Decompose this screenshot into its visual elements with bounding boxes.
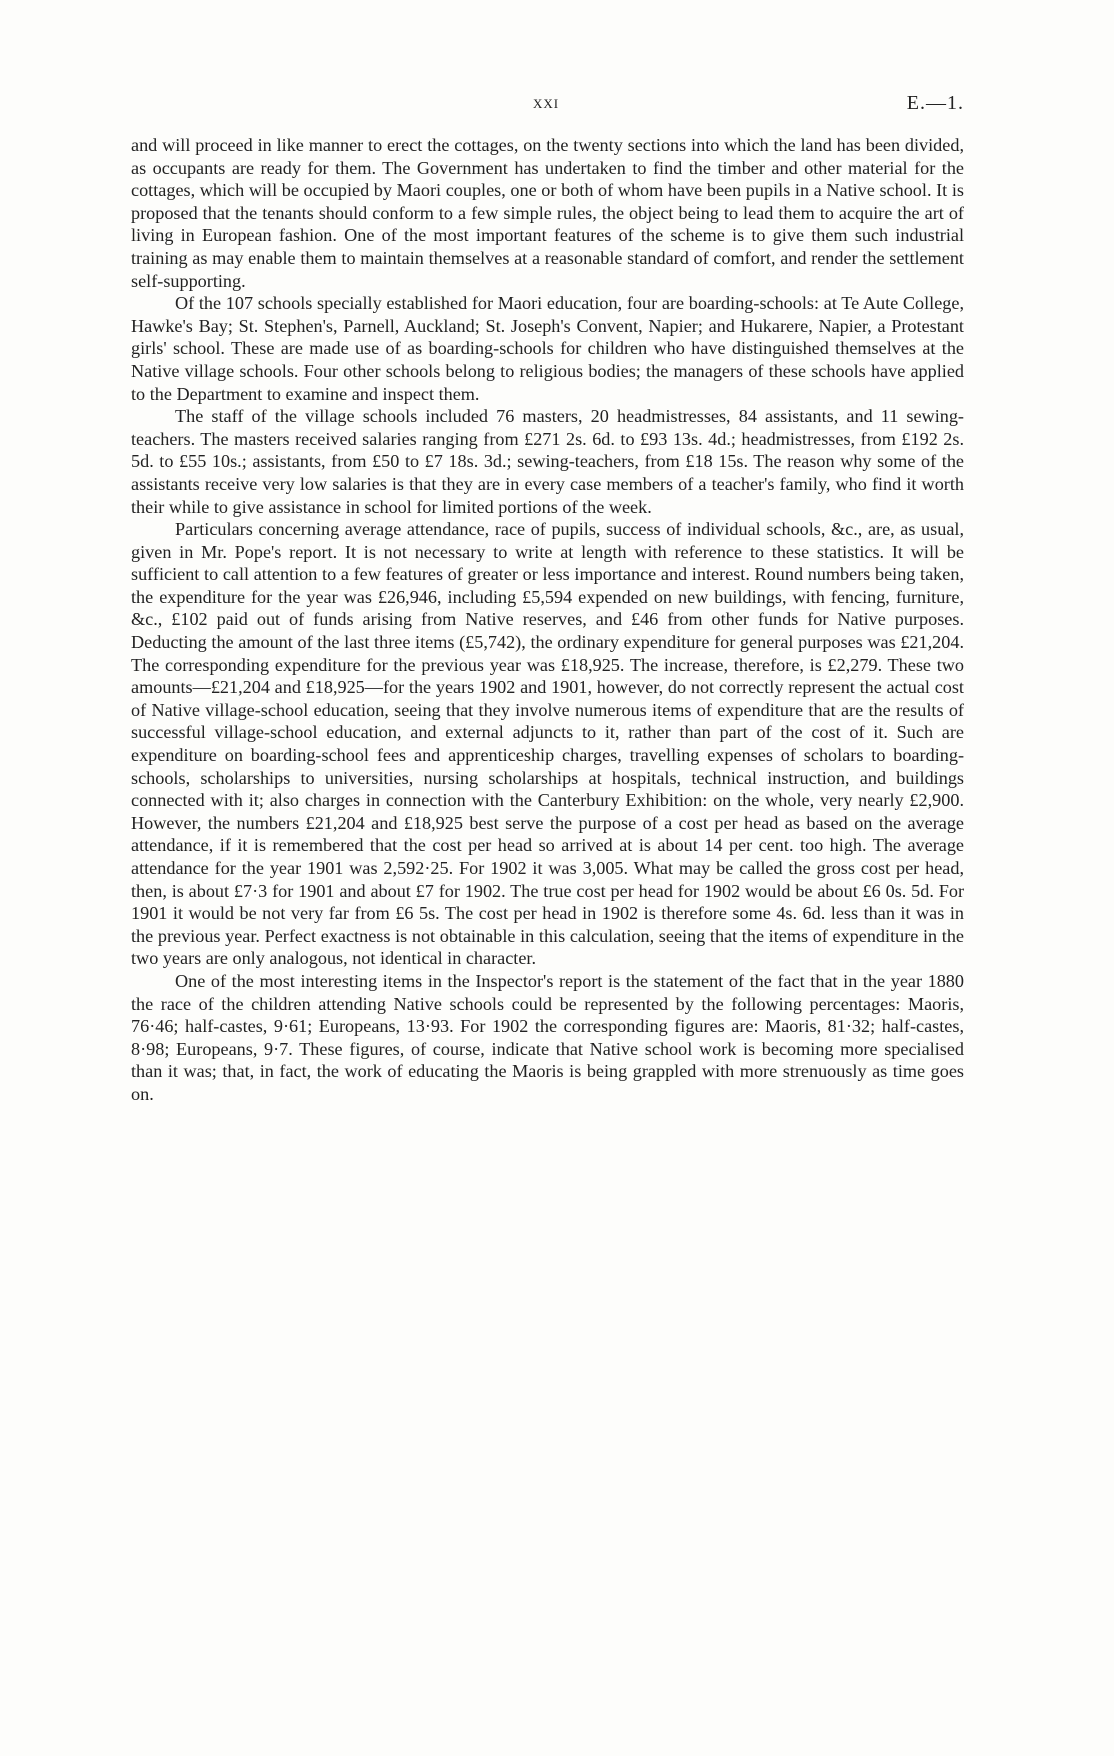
paragraph-continuation: and will proceed in like manner to erect the cottages, on the twenty sections into which the land has been divided, as occupants are ready for them. The Government has undertaken to find the timber and other material for the cottages, which will be occupied by Maori couples, one or both of whom have been pupils in a Native school. It is proposed that the tenants should conform to a few simple rules, the object being to lead them to acquire the art of living in European fashion. One of the most important features of the scheme is to give them such industrial training as may enable them to maintain themselves at a reasonable standard of comfort, and render the settlement self-supporting. (131, 135, 964, 291)
paragraph-expenditure: Particulars concerning average attendance, race of pupils, success of individual schools, &c., are, as usual, given in Mr. Pope's report. It is not necessary to write at length with reference to these statistics. It will be sufficient to call attention to a few features of greater or less importance and interest. Round numbers being taken, the expenditure for the year was £26,946, including £5,594 expended on new buildings, with fencing, furniture, &c., £102 paid out of funds arising from Native reserves, and £46 from other funds for Native purposes. Deducting the amount of the last three items (£5,742), the ordinary expenditure for general purposes was £21,204. The corresponding expenditure for the previous year was £18,925. The increase, therefore, is £2,279. These two amounts—£21,204 and £18,925—for the years 1902 and 1901, however, do not correctly represent the actual cost of Native village-school education, seeing that they involve numerous items of expenditure that are the results of successful village-school education, and external adjuncts to it, rather than part of the cost of it. Such are expenditure on boarding-school fees and apprenticeship charges, travelling expenses of scholars to boarding-schools, scholarships to universities, nursing scholarships at hospitals, technical instruction, and buildings connected with it; also charges in connection with the Canterbury Exhibition: on the whole, very nearly £2,900. However, the numbers £21,204 and £18,925 best serve the purpose of a cost per head as based on the average attendance, if it is remembered that the cost per head so arrived at is about 14 per cent. too high. The average attendance for the year 1901 was 2,592·25. For 1902 it was 3,005. What may be called the gross cost per head, then, is about £7·3 for 1901 and about £7 for 1902. The true cost per head for 1902 would be about £6 0s. 5d. For 1901 it would be not very far from £6 5s. The cost per head in 1902 is therefore some 4s. 6d. less than it was in the previous year. Perfect exactness is not obtainable in this calculation, seeing that the items of expenditure in the two years are only analogous, not identical in character. (131, 519, 964, 969)
body-text (131, 134, 964, 1106)
page-number: xxi (532, 92, 560, 112)
document-reference: E.—1. (906, 92, 964, 114)
paragraph-race-percentages: One of the most interesting items in the Inspector's report is the statement of the fact that in the year 1880 the race of the children attending Native schools could be represented by the following percentages: Maoris, 76·46; half-castes, 9·61; Europeans, 13·93. For 1902 the corresponding figures are: Maoris, 81·32; half-castes, 8·98; Europeans, 9·7. These figures, of course, indicate that Native school work is becoming more specialised than it was; that, in fact, the work of educating the Maoris is being grappled with more strenuously as time goes on. (131, 970, 964, 1104)
page-header (128, 92, 964, 122)
paragraph-boarding-schools: Of the 107 schools specially established for Maori education, four are boarding-schools: at Te Aute College, Hawke's Bay; St. Stephen's, Parnell, Auckland; St. Joseph's Convent, Napier; and Hukarere, Napier, a Protestant girls' school. These are made use of as boarding-schools for children who have distinguished themselves at the Native village schools. Four other schools belong to religious bodies; the managers of these schools have applied to the Department to examine and inspect them. (131, 293, 964, 404)
paragraph-staff-salaries: The staff of the village schools included 76 masters, 20 headmistresses, 84 assistants, and 11 sewing-teachers. The masters received salaries ranging from £271 2s. 6d. to £93 13s. 4d.; headmistresses, from £192 2s. 5d. to £55 10s.; assistants, from £50 to £7 18s. 3d.; sewing-teachers, from £18 15s. The reason why some of the assistants receive very low salaries is that they are in every case members of a teacher's family, who find it worth their while to give assistance in school for limited portions of the week. (131, 406, 964, 517)
